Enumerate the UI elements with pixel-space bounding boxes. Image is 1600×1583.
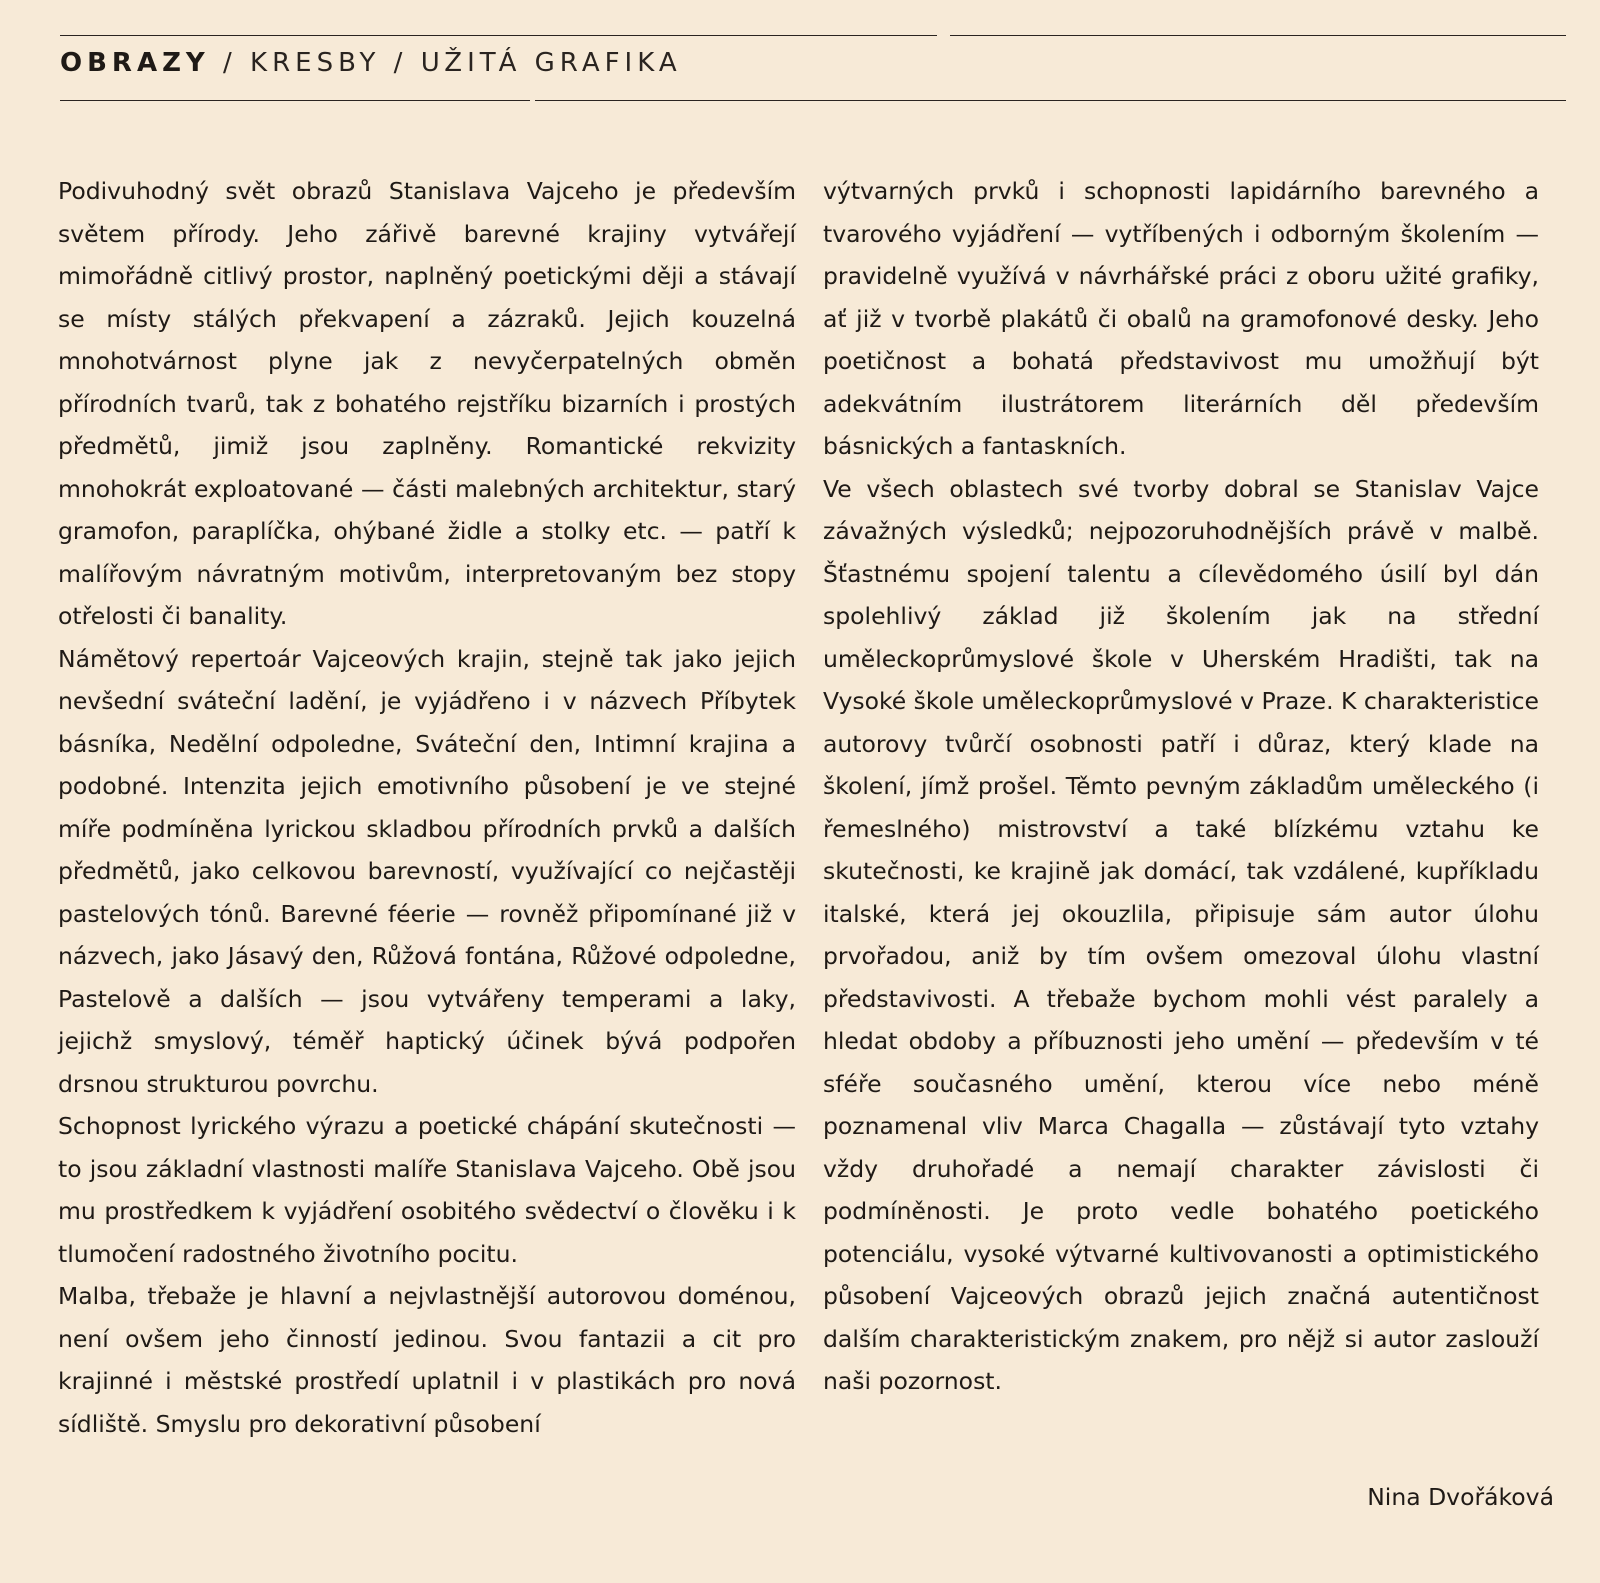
header-underline-left: [60, 100, 530, 101]
header-underline-right: [535, 100, 1566, 101]
left-paragraph-2: Námětový repertoár Vajceových krajin, stejně tak jako jejich nevšední sváteční ladění, je vyjádřeno i v názvech Příbytek básníka, Nedělní odpoledne, Sváteční den, Intimní krajina a podobné. Intenzita jejich emotivního působení je ve stejné míře podmíněna lyrickou skladbou přírodních prvků a dalších předmětů, jako celkovou barevností, využívající co nejčastěji pastelových tónů. Barevné féerie — rovněž připomínané již v názvech, jako Jásavý den, Růžová fontána, Růžové odpoledne, Pastelově a dalších — jsou vytvářeny temperami a laky, jejichž smyslový, téměř haptický účinek bývá podpořen drsnou strukturou povrchu.: [58, 644, 796, 1098]
left-paragraph-1: Podivuhodný svět obrazů Stanislava Vajceho je především světem přírody. Jeho zářivě barevné krajiny vytvářejí mimořádně citlivý prostor, naplněný poetickými ději a stávají se místy stálých překvapení a zázraků. Jejich kouzelná mnohotvárnost plyne jak z nevyčerpatelných obměn přírodních tvarů, tak z bohatého rejstříku bizarních i prostých předmětů, jimiž jsou zaplněny. Romantické rekvizity mnohokrát exploatované — části malebných architektur, starý gramofon, paraplíčka, ohýbané židle a stolky etc. — patří k malířovým návratným motivům, interpretovaným bez stopy otřelosti či banality.: [58, 177, 796, 630]
section-header: [60, 48, 682, 78]
top-rule-right: [950, 35, 1566, 36]
author-signature: Nina Dvořáková: [1367, 1483, 1554, 1511]
left-text-column: [58, 170, 796, 1445]
top-rule-left: [60, 35, 937, 36]
header-title-uzita-grafika: UŽITÁ GRAFIKA: [420, 48, 682, 78]
left-paragraph-3: Schopnost lyrického výrazu a poetické chápání skutečnosti — to jsou základní vlastnosti malíře Stanislava Vajceho. Obě jsou mu prostředkem k vyjádření osobitého svědectví o člověku i k tlumočení radostného životního pocitu.: [58, 1112, 796, 1268]
header-title-kresby: KRESBY: [250, 48, 381, 78]
left-paragraph-4: Malba, třebaže je hlavní a nejvlastnější autorovou doménou, není ovšem jeho činností jedinou. Svou fantazii a cit pro krajinné i městské prostředí uplatnil i v plastikách pro nová sídliště. Smyslu pro dekorativní působení: [58, 1282, 796, 1438]
header-separator-2: /: [380, 48, 421, 78]
right-paragraph-2: Ve všech oblastech své tvorby dobral se Stanislav Vajce závažných výsledků; nejpozoruhodnějších právě v malbě. Šťastnému spojení talentu a cílevědomého úsilí byl dán spolehlivý základ již školením jak na střední uměleckoprůmyslové škole v Uherském Hradišti, tak na Vysoké škole uměleckoprůmyslové v Praze. K charakteristice autorovy tvůrčí osobnosti patří i důraz, který klade na školení, jímž prošel. Těmto pevným základům uměleckého (i řemeslného) mistrovství a také blízkému vztahu ke skutečnosti, ke krajině jak domácí, tak vzdálené, kupříkladu italské, která jej okouzlila, připisuje sám autor úlohu prvořadou, aniž by tím ovšem omezoval úlohu vlastní představivosti. A třebaže bychom mohli vést paralely a hledat obdoby a příbuznosti jeho umění — především v té sféře současného umění, kterou více nebo méně poznamenal vliv Marca Chagalla — zůstávají tyto vztahy vždy druhořadé a nemají charakter závislosti či podmíněnosti. Je proto vedle bohatého poetického potenciálu, vysoké výtvarné kultivovanosti a optimistického působení Vajceových obrazů jejich značná autentičnost dalším charakteristickým znakem, pro nějž si autor zaslouží naši pozornost.: [823, 474, 1540, 1395]
header-title-obrazy: OBRAZY: [60, 48, 210, 78]
header-separator-1: /: [209, 48, 251, 78]
right-text-column: [823, 170, 1539, 1403]
right-paragraph-1: výtvarných prvků i schopnosti lapidárního barevného a tvarového vyjádření — vytříbených i odborným školením — pravidelně využívá v návrhářské práci z oboru užité grafiky, ať již v tvorbě plakátů či obalů na gramofonové desky. Jeho poetičnost a bohatá představivost mu umožňují být adekvátním ilustrátorem literárních děl především básnických a fantaskních.: [823, 177, 1539, 460]
